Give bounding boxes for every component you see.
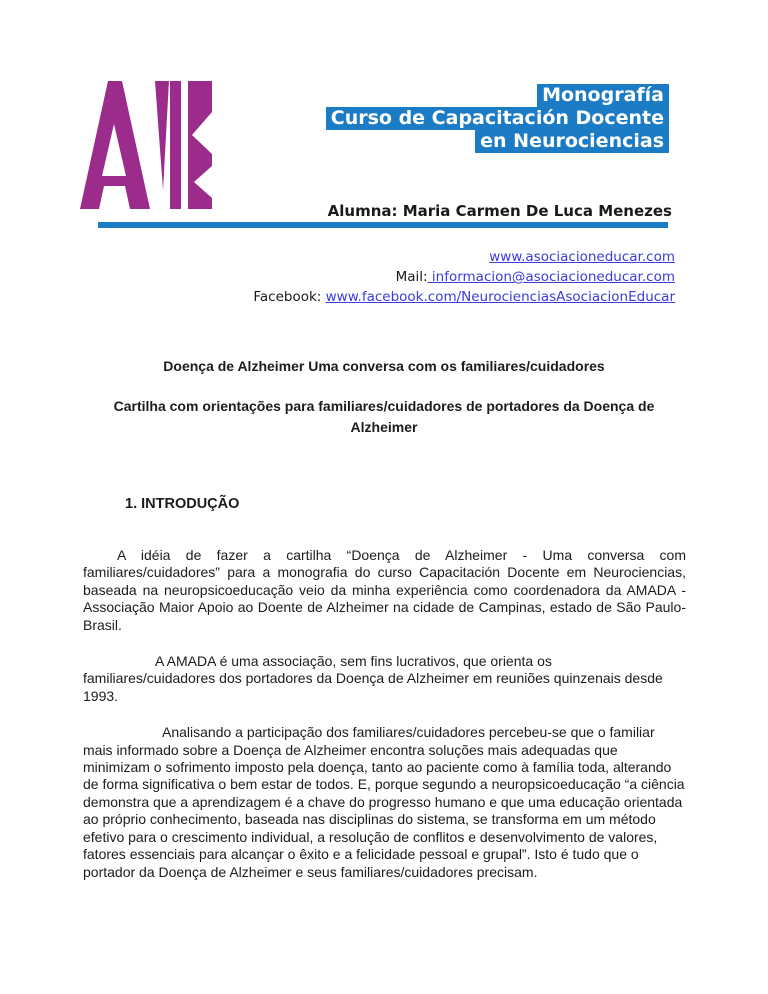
facebook-line xyxy=(253,287,675,307)
course-header xyxy=(326,84,669,153)
facebook-prefix: Facebook: xyxy=(253,289,326,305)
header-divider xyxy=(98,222,668,228)
logo-letter-e-stem xyxy=(170,81,181,209)
header-line-monografia: Monografía xyxy=(537,84,669,107)
logo-wedge xyxy=(155,81,169,190)
email-prefix: Mail: xyxy=(395,269,428,285)
contact-links xyxy=(253,247,675,307)
paragraph-intro-1: A idéia de fazer a cartilha “Doença de Alzheimer - Uma conversa com familiares/cuidadores” para a monografia do curso Capacitación Docente em Neurociencias, baseada na neuropsicoeducação veio da minha experiência como coordenadora da AMADA - Associação Maior Apoio ao Doente de Alzheimer na cidade de Campinas, estado de São Paulo-Brasil. xyxy=(83,547,686,633)
body-text xyxy=(83,547,686,881)
logo-letter-e-arms xyxy=(188,81,212,209)
ae-logo-icon xyxy=(78,78,212,211)
paragraph-intro-3: Analisando a participação dos familiares/cuidadores percebeu-se que o familiar mais informado sobre a Doença de Alzheimer encontra soluções mais adequadas que minimizam o sofrimento imposto pela doença, tanto ao paciente como à família toda, alterando de forma significativa o bem estar de todos. E, porque segundo a neuropsicoeducação “a ciência demonstra que a aprendizagem é a chave do progresso humano e que uma educação orientada ao próprio conhecimento, baseada nas disciplinas do sistema, se transforma em um método efetivo para o crescimento individual, a resolução de conflitos e desenvolvimento de valores, fatores essenciais para alcançar o êxito e a felicidade pessoal e grupal”. Isto é tudo que o portador da Doença de Alzheimer e seus familiares/cuidadores precisam. xyxy=(83,724,685,880)
header-line-curso: Curso de Capacitación Docente xyxy=(326,107,669,130)
document-title: Doença de Alzheimer Uma conversa com os familiares/cuidadores xyxy=(163,358,605,374)
header-line-neurociencias: en Neurociencias xyxy=(475,130,669,153)
website-link[interactable]: www.asociacioneducar.com xyxy=(489,249,675,265)
student-name-line: Alumna: Maria Carmen De Luca Menezes xyxy=(327,202,672,220)
paragraph-intro-2: A AMADA é uma associação, sem fins lucrativos, que orienta os familiares/cuidadores dos portadores da Doença de Alzheimer em reuniões quinzenais desde 1993. xyxy=(83,653,663,704)
section-heading-introducao: 1. INTRODUÇÃO xyxy=(125,496,240,512)
logo-letter-a xyxy=(80,81,150,209)
document-subtitle: Cartilha com orientações para familiares/cuidadores de portadores da Doença de Alzheimer xyxy=(113,398,655,435)
facebook-link[interactable]: www.facebook.com/NeurocienciasAsociacionEducar xyxy=(325,289,675,305)
email-link[interactable]: informacion@asociacioneducar.com xyxy=(427,269,675,285)
email-line xyxy=(253,267,675,287)
asociacion-educar-logo xyxy=(78,78,212,211)
website-line xyxy=(253,247,675,267)
